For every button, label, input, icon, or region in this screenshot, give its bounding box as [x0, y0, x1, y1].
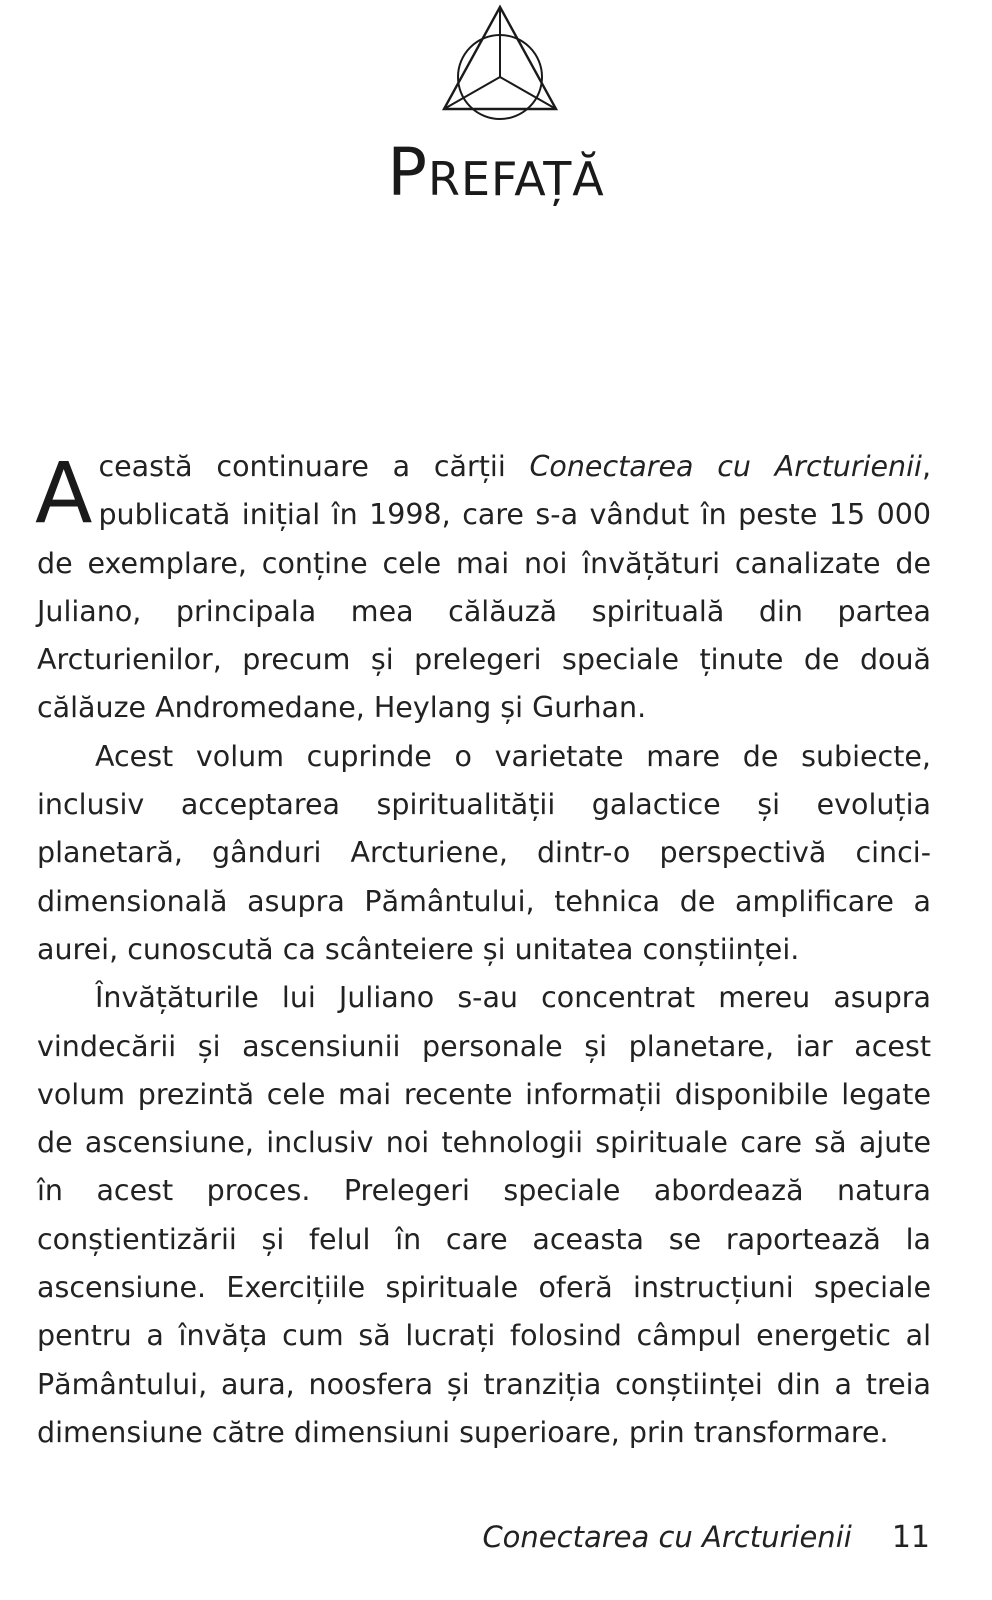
footer-book-title: Conectarea cu Arcturienii [482, 1520, 852, 1554]
chapter-title: Prefață [387, 134, 605, 211]
paragraph-2: Acest volum cuprinde o varietate mare de subiecte, inclusiv acceptarea spiritualității galactice și evoluția planetară, gânduri Arcturiene, dintr-o perspectivă cinci-dimensională asupra Pământului, tehnica de amplificare a aurei, cunoscută ca scânteiere și unitatea conștiinței. [37, 739, 931, 966]
drop-cap: A [35, 444, 93, 542]
page-number: 11 [891, 1520, 930, 1555]
book-title-reference: Conectarea cu Arcturienii [529, 450, 922, 483]
paragraph-1-text-start: ceastă continuare a cărții [98, 450, 530, 483]
paragraph-1 [37, 443, 931, 733]
paragraph-3: Învățăturile lui Juliano s-au concentrat mereu asupra vindecării și ascensiunii personale și planetare, iar acest volum prezintă cele mai recente informații disponibile legate de ascensiune, inclusiv noi tehnologii spirituale care să ajute în acest proces. Prelegeri speciale abordează natura conștientizării și felul în care aceasta se raportează la ascensiune. Exercițiile spirituale oferă instrucțiuni speciale pentru a învăța cum să lucrați folosind câmpul energetic al Pământului, aura, noosfera și tranziția conștiinței din a treia dimensiune către dimensiuni superioare, prin transformare. [37, 981, 931, 1449]
body-text [37, 443, 931, 1457]
page-footer [482, 1520, 930, 1555]
paragraph-1-text-end: , publicată inițial în 1998, care s-a vândut în peste 15 000 de exemplare, conține cele mai noi învățături canalizate de Juliano, principala mea călăuză spirituală din partea Arcturienilor, precum și prelegeri speciale ținute de două călăuze Andromedane, Heylang și Gurhan. [37, 450, 931, 725]
triangle-in-circle-icon [441, 4, 559, 130]
